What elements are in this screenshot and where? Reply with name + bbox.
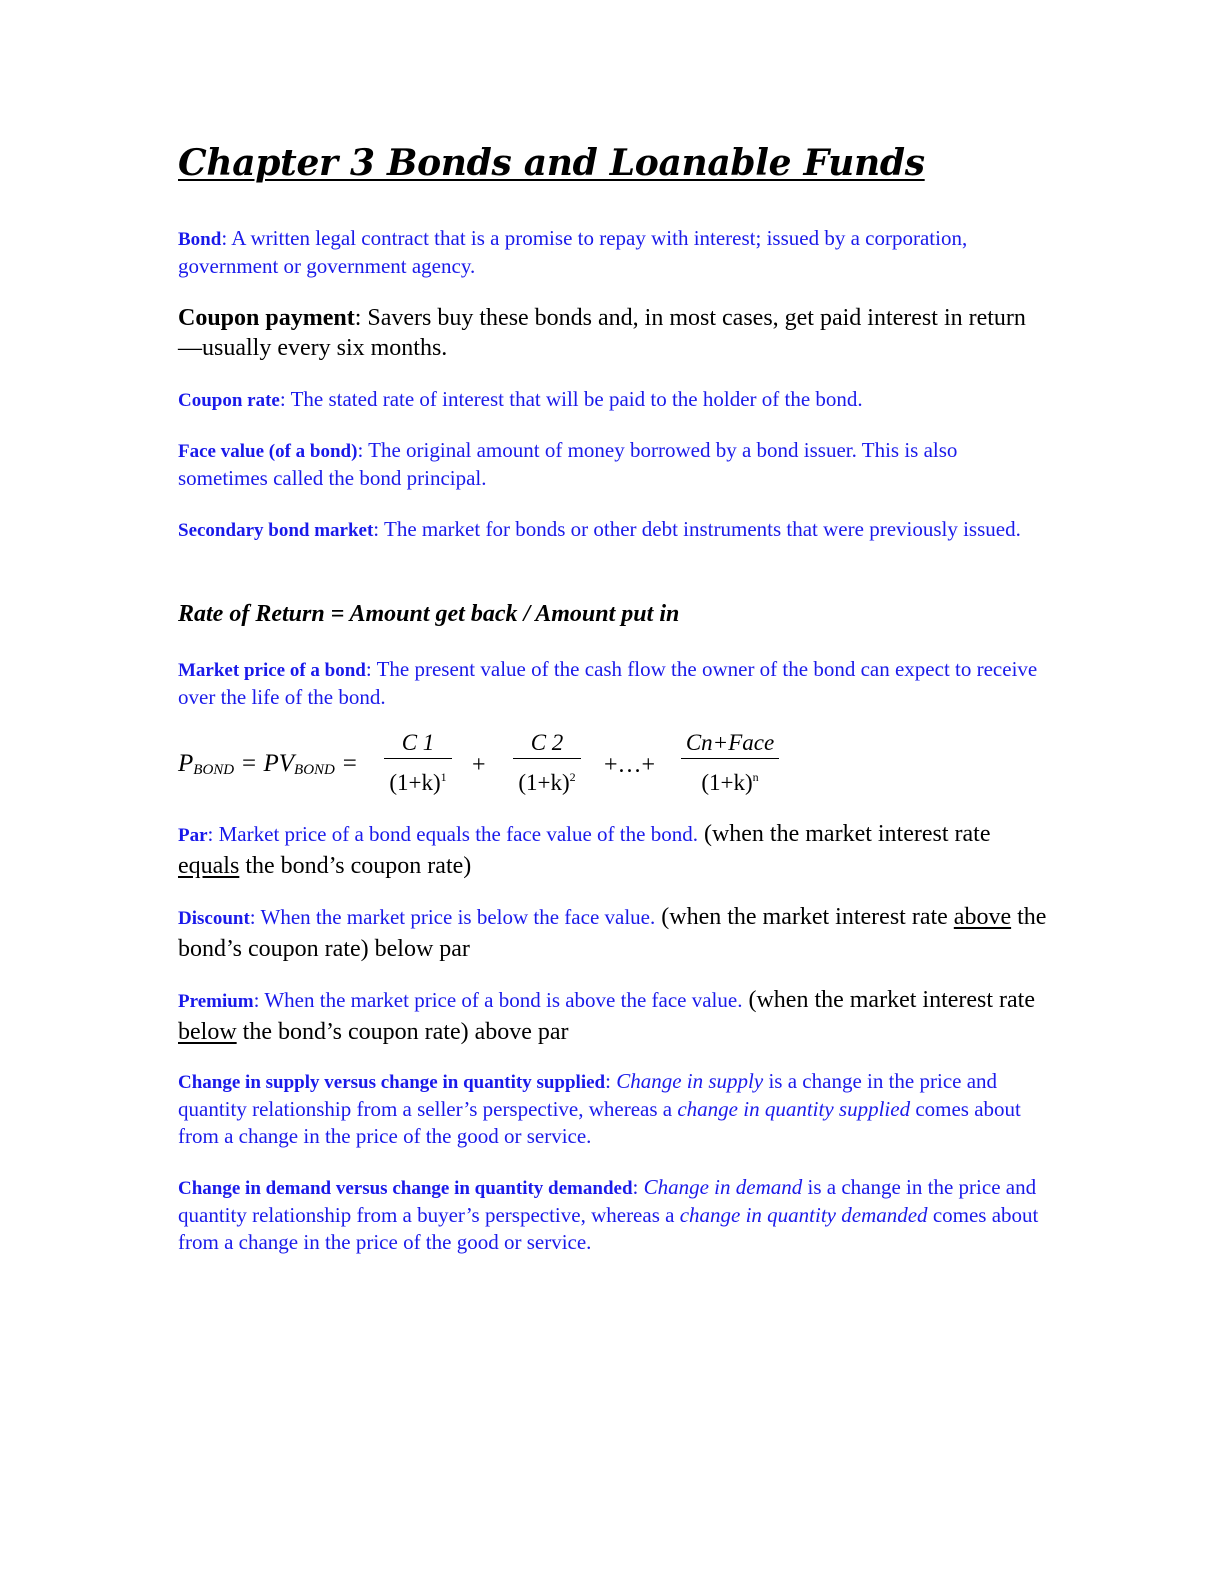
fraction-2-numerator: C 2 [530,730,564,755]
term-discount: Discount [178,908,250,929]
term-secondary-market: Secondary bond market [178,520,374,541]
formula-lhs: $P_{BOND} = PV_{BOND}$ = [178,750,359,778]
definition-discount-text: : When the market price is below the face value. [249,905,656,929]
formula-fraction-1 [382,728,454,793]
formula-fraction-3 [680,728,780,793]
definition-coupon-payment-text: : Savers buy these bonds and, in most cases, get paid interest in return —usually every six months. [178,305,1026,361]
definition-face-value [178,437,1048,492]
discount-keyword: above [953,904,1012,930]
definition-supply: Change in supply versus change in quantity supplied: Change in supply is a change in the price and quantity relationship from a seller’s perspective, whereas a change in quantity supplied comes about from a change in the price of the good or service. [178,1069,1021,1148]
rate-of-return-heading: Rate of Return = Amount get back / Amount put in [178,601,680,627]
term-coupon-payment: Coupon payment [178,305,355,331]
definition-bond [178,225,1048,280]
fraction-2-denominator: $(1+k)^2$ [518,770,576,795]
chapter-title: Chapter 3 Bonds and Loanable Funds [178,142,925,184]
definition-demand: Change in demand versus change in quantity demanded: Change in demand is a change in the price and quantity relationship from a buyer’s perspective, whereas a change in quantity demanded comes about from a change in the price of the good or service. [178,1175,1039,1254]
fraction-3-numerator: Cn+Face [685,730,775,755]
definition-bond-text: : A written legal contract that is a promise to repay with interest; issued by a corporation, government or government agency. [178,226,968,278]
definition-secondary-market-text: : The market for bonds or other debt instruments that were previously issued. [373,517,1021,541]
fraction-1-denominator: $(1+k)^1$ [389,770,447,795]
definition-market-price [178,656,1048,711]
definition-coupon-rate [178,386,1048,414]
fraction-3-denominator: $(1+k)^n$ [701,770,759,795]
definition-coupon-payment [178,303,1048,363]
formula-ellipsis: +…+ [604,752,656,778]
premium-keyword: below [178,1019,237,1045]
term-supply: Change in supply versus change in quantity supplied [178,1072,606,1093]
term-face-value: Face value (of a bond) [178,441,358,462]
term-par: Par [178,825,208,846]
term-coupon-rate: Coupon rate [178,390,280,411]
term-bond: Bond [178,229,222,250]
definition-coupon-rate-text: : The stated rate of interest that will be paid to the holder of the bond. [279,387,863,411]
definition-par-text: : Market price of a bond equals the face value of the bond. [207,822,698,846]
bond-price-formula [178,728,818,800]
term-market-price: Market price of a bond [178,660,366,681]
definition-secondary-market [178,516,1048,544]
term-demand: Change in demand versus change in quantity demanded [178,1178,633,1199]
formula-fraction-2 [511,728,583,793]
definition-face-value-text: : The original amount of money borrowed by a bond issuer. This is also sometimes called the bond principal. [178,438,958,490]
definition-market-price-text: : The present value of the cash flow the owner of the bond can expect to receive over the life of the bond. [178,657,1038,709]
definition-par: Par: Market price of a bond equals the face value of the bond. (when the market interest rate equals the bond’s coupon rate) [178,821,991,879]
formula-plus: + [472,752,486,778]
definition-premium-text: : When the market price of a bond is above the face value. [253,988,743,1012]
definition-premium: Premium: When the market price of a bond is above the face value. (when the market interest rate below the bond’s coupon rate) above par [178,987,1036,1045]
definition-discount: Discount: When the market price is below the face value. (when the market interest rate above the bond’s coupon rate) below par [178,904,1047,962]
par-keyword: equals [178,853,240,879]
term-premium: Premium [178,991,254,1012]
fraction-1-numerator: C 1 [401,730,435,755]
